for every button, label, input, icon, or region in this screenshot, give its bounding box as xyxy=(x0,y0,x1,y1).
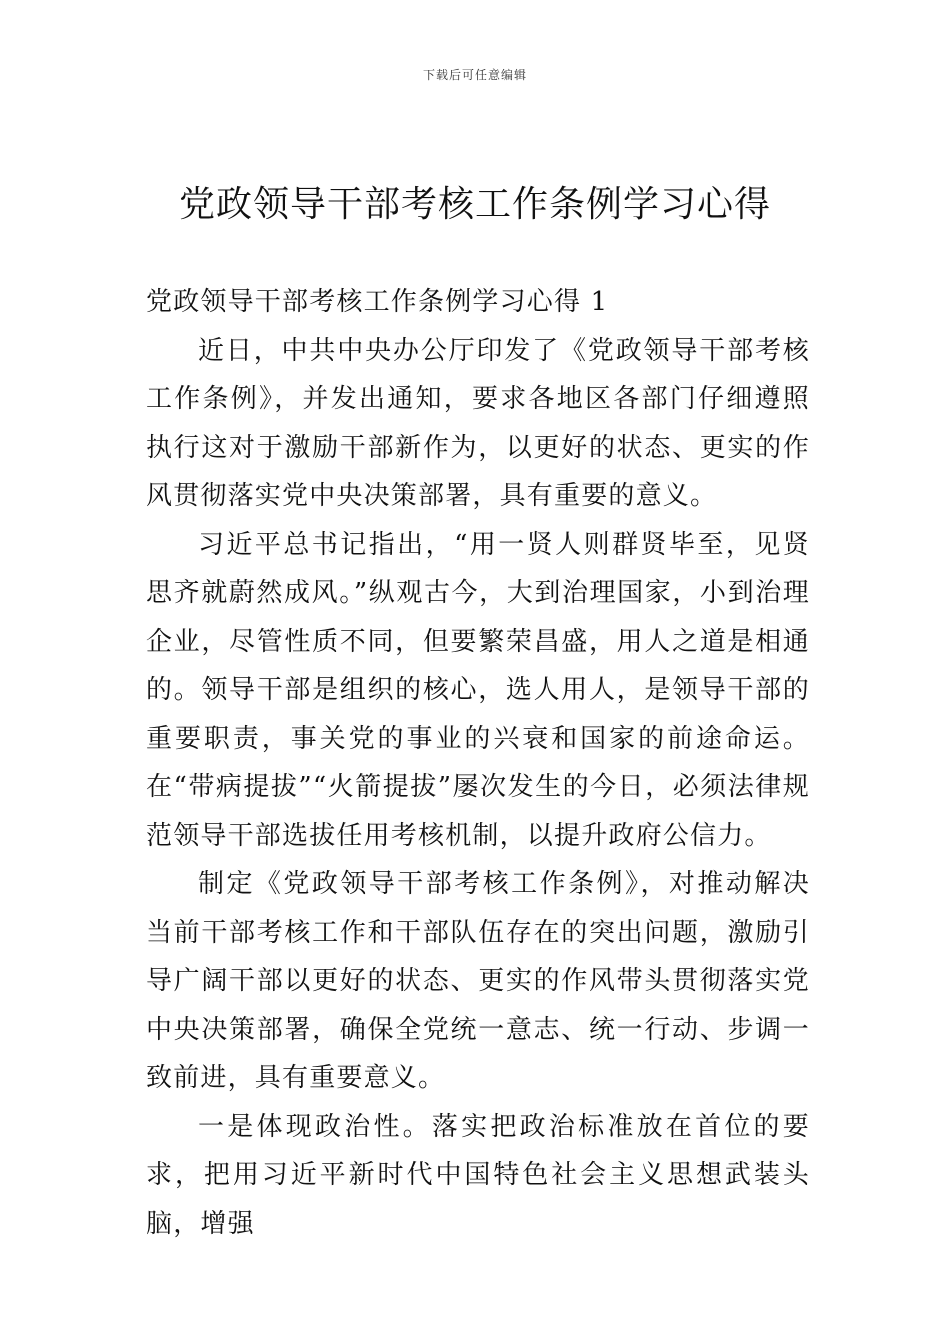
document-title: 党政领导干部考核工作条例学习心得 xyxy=(178,184,771,225)
section-heading: 党政领导干部考核工作条例学习心得 1 xyxy=(146,287,609,317)
paragraph-2: 习近平总书记指出，“用一贤人则群贤毕至，见贤思齐就蔚然成风。”纵观古今，大到治理国家，小到治理企业，尽管性质不同，但要繁荣昌盛，用人之道是相通的。领导干部是组织的核心，选人用人，是领导干部的重要职责，事关党的事业的兴衰和国家的前途命运。在“带病提拔”“火箭提拔”屡次发生的今日，必须法律规范领导干部选拔任用考核机制，以提升政府公信力。 xyxy=(146,529,810,851)
header-note: 下载后可任意编辑 xyxy=(422,68,527,82)
document-body xyxy=(146,278,810,1248)
paragraph-4: 一是体现政治性。落实把政治标准放在首位的要求，把用习近平新时代中国特色社会主义思想武装头脑，增强 xyxy=(146,1111,810,1239)
paragraph-1: 近日，中共中央办公厅印发了《党政领导干部考核工作条例》，并发出通知，要求各地区各部门仔细遵照执行这对于激励干部新作为，以更好的状态、更实的作风贯彻落实党中央决策部署，具有重要的意义。 xyxy=(146,335,810,511)
paragraph-3: 制定《党政领导干部考核工作条例》，对推动解决当前干部考核工作和干部队伍存在的突出问题，激励引导广阔干部以更好的状态、更实的作风带头贯彻落实党中央决策部署，确保全党统一意志、统一行动、步调一致前进，具有重要意义。 xyxy=(146,869,810,1093)
